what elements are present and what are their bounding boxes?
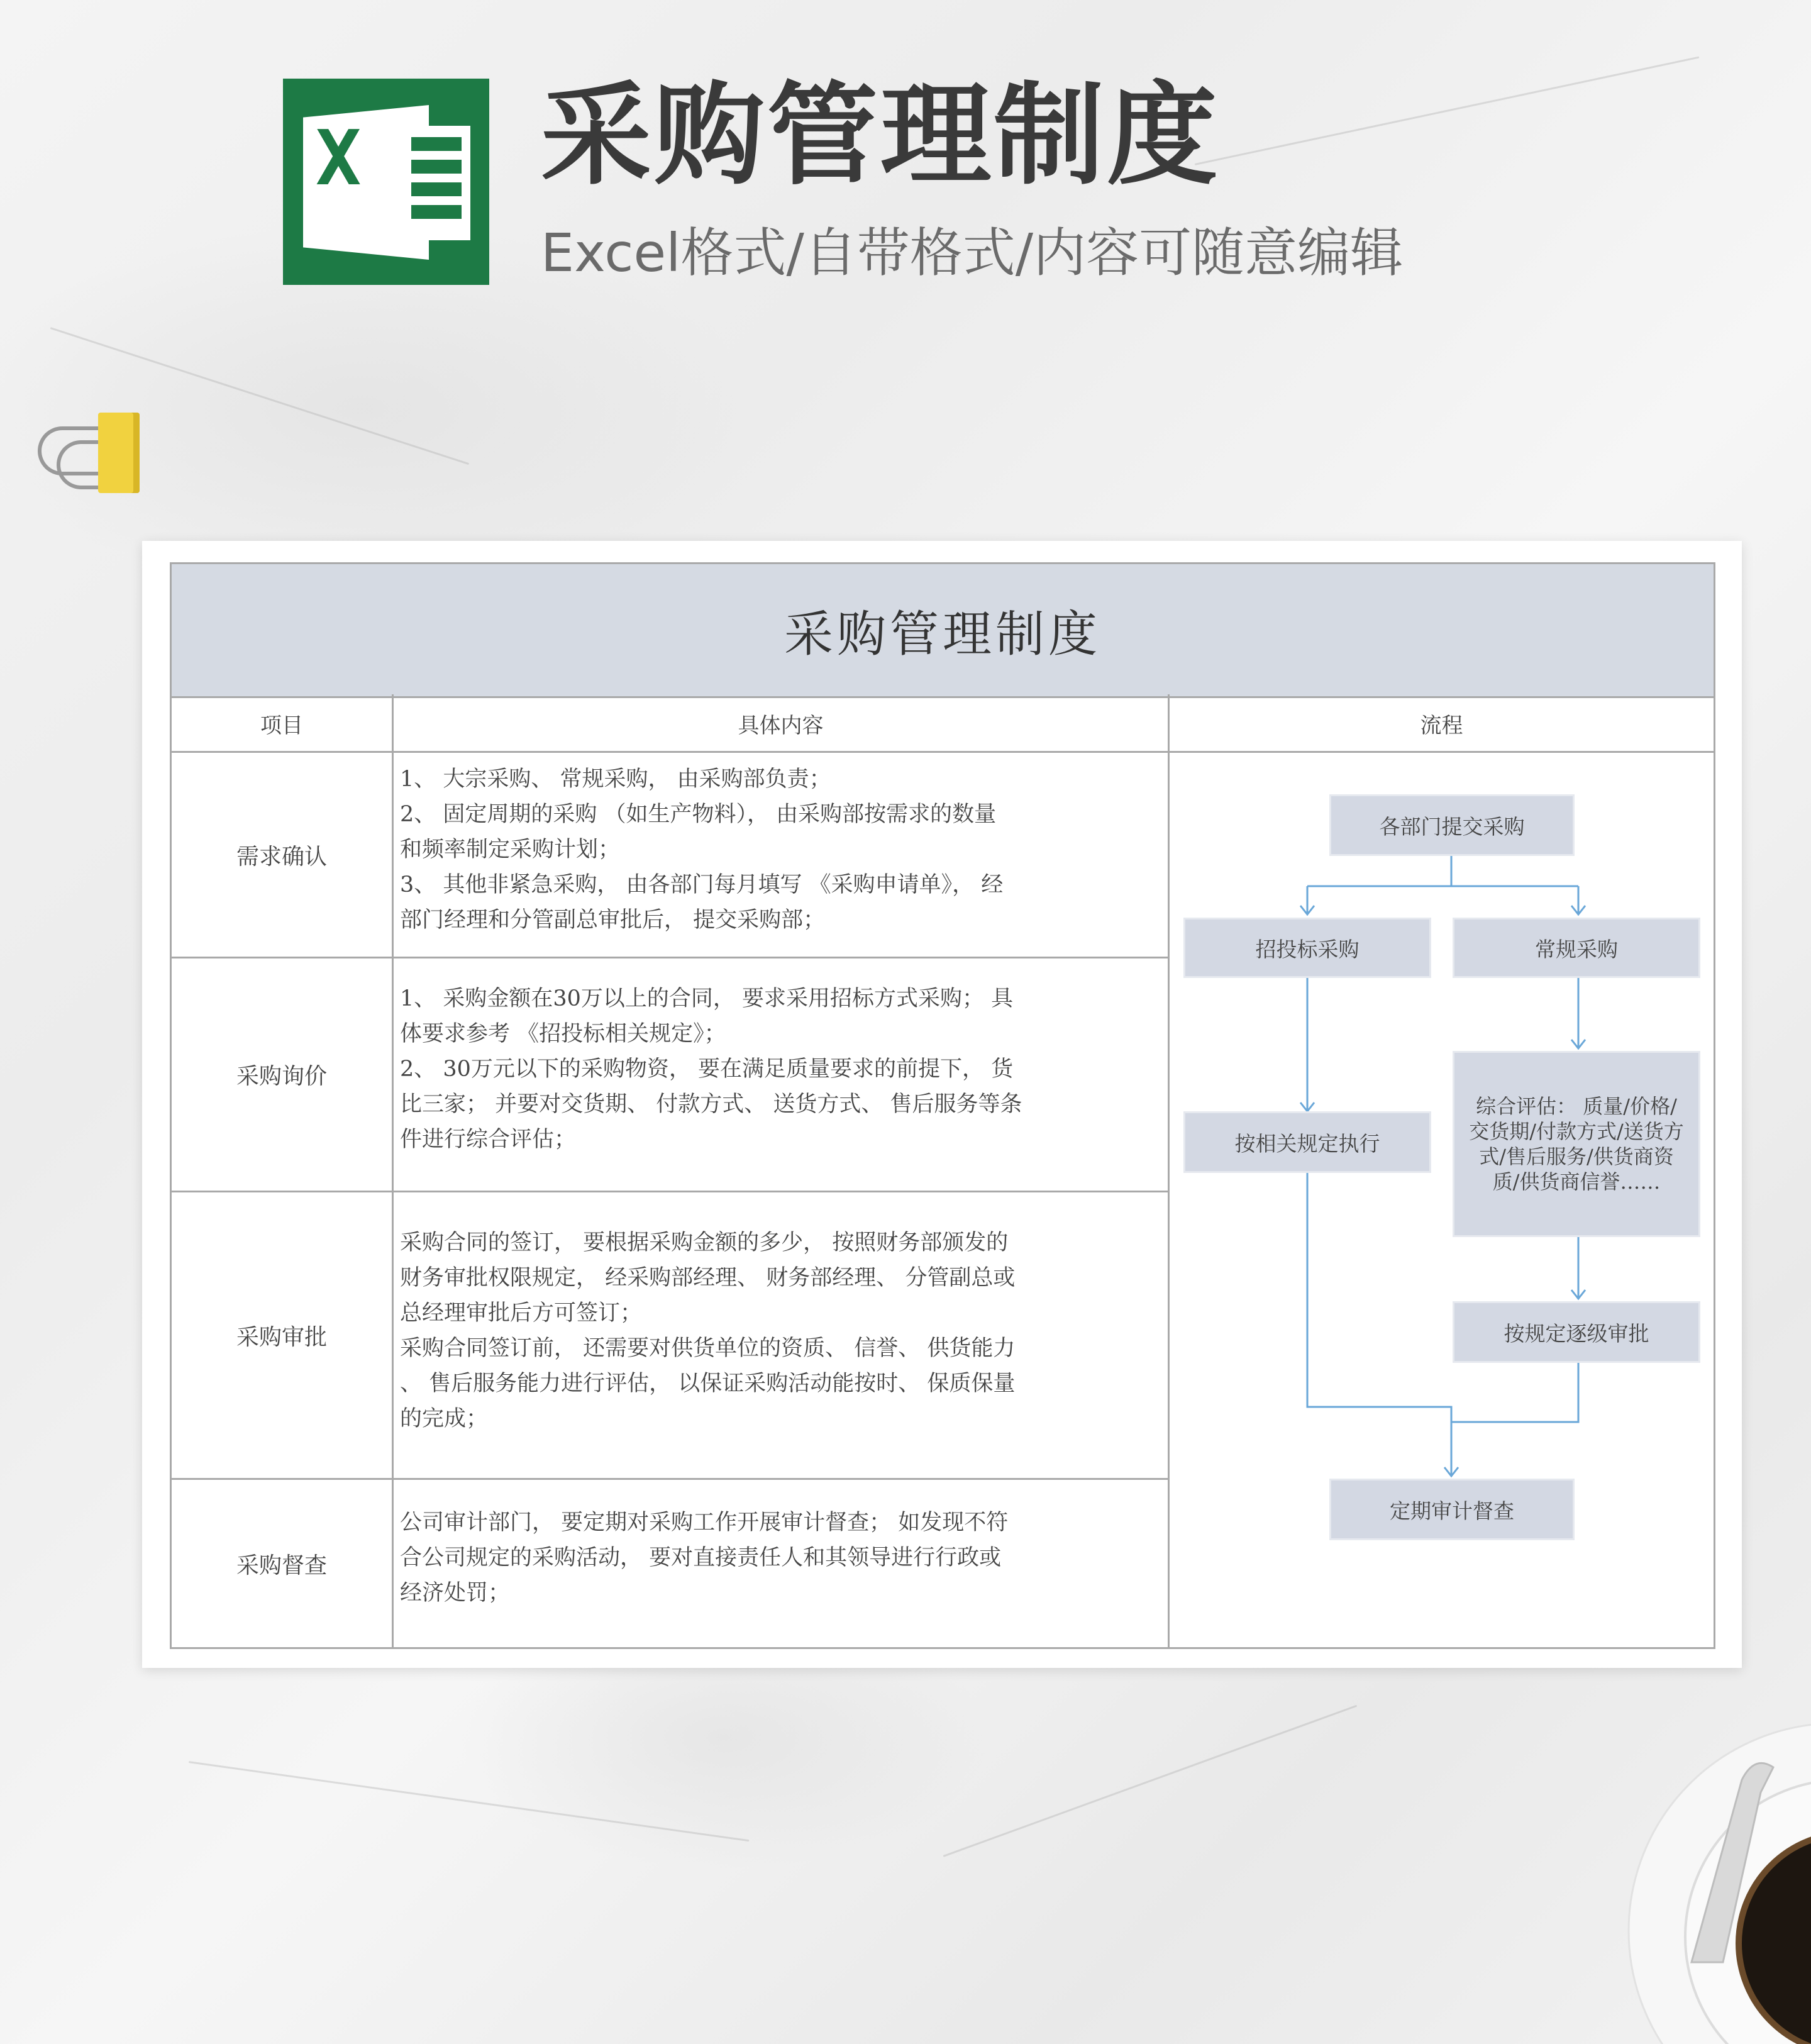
row-content-supervision	[394, 1480, 1168, 1647]
content-line: 经济处罚；	[400, 1580, 511, 1606]
row-content-demand	[394, 753, 1168, 957]
table-title: 采购管理制度	[172, 564, 1714, 698]
content-line: 3、 其他非紧急采购， 由各部门每月填写 《采购申请单》， 经	[400, 872, 1004, 897]
column-header-content: 具体内容	[738, 713, 824, 738]
content-line: 和频率制定采购计划；	[400, 837, 621, 862]
row-content-approval	[394, 1192, 1168, 1478]
content-line: 1、 采购金额在30万以上的合同， 要求采用招标方式采购； 具	[400, 986, 1014, 1011]
flow-step-audit: 定期审计督查	[1329, 1479, 1575, 1540]
marble-vein	[189, 1761, 750, 1841]
marble-vein	[1195, 57, 1700, 165]
content-line: 2、 30万元以下的采购物资， 要在满足质量要求的前提下， 货	[400, 1057, 1014, 1082]
content-line: 财务审批权限规定， 经采购部经理、 财务部经理、 分管副总或	[400, 1265, 1016, 1291]
row-item-approval: 采购审批	[236, 1324, 327, 1350]
flow-step-execute: 按相关规定执行	[1183, 1111, 1431, 1173]
content-line: 体要求参考 《招投标相关规定》；	[400, 1021, 726, 1047]
row-content-inquiry	[394, 958, 1168, 1191]
flow-step-approve: 按规定逐级审批	[1453, 1301, 1700, 1363]
content-line: 采购合同的签订， 要根据采购金额的多少， 按照财务部颁发的	[400, 1230, 1009, 1255]
page-title: 采购管理制度	[541, 71, 1221, 200]
column-header-item: 项目	[260, 713, 303, 738]
excel-logo-icon	[283, 79, 489, 285]
content-line: 1、 大宗采购、 常规采购， 由采购部负责；	[400, 767, 831, 792]
row-item-demand: 需求确认	[236, 843, 327, 870]
excel-logo-grid	[402, 126, 470, 240]
content-line: 公司审计部门， 要定期对采购工作开展审计督查； 如发现不符	[400, 1510, 1009, 1535]
content-line: 部门经理和分管副总审批后， 提交采购部；	[400, 908, 826, 933]
content-line: 比三家； 并要对交货期、 付款方式、 送货方式、 售后服务等条	[400, 1092, 1022, 1117]
row-item-inquiry: 采购询价	[236, 1064, 327, 1089]
coffee-cup-icon	[1610, 1667, 1811, 2044]
page-subtitle: Excel格式/自带格式/内容可随意编辑	[541, 222, 1404, 284]
marble-vein	[943, 1705, 1357, 1857]
excel-logo-letter: X	[316, 115, 362, 203]
content-line: 总经理审批后方可签订；	[400, 1301, 643, 1326]
content-line: 采购合同签订前， 还需要对供货单位的资质、 信誉、 供货能力	[400, 1336, 1016, 1361]
flow-step-evaluate: 综合评估： 质量/价格/交货期/付款方式/送货方式/售后服务/供货商资质/供货商信誉……	[1453, 1051, 1700, 1237]
content-line: 合公司规定的采购活动， 要对直接责任人和其领导进行行政或	[400, 1545, 1002, 1570]
flow-step-tender: 招投标采购	[1183, 918, 1431, 978]
row-item-supervision: 采购督查	[236, 1552, 327, 1579]
flow-step-regular: 常规采购	[1453, 918, 1700, 978]
column-header-flow: 流程	[1420, 713, 1463, 738]
content-line: 的完成；	[400, 1406, 489, 1431]
content-line: 件进行综合评估；	[400, 1127, 577, 1152]
content-line: 、 售后服务能力进行评估， 以保证采购活动能按时、 保质保量	[400, 1371, 1016, 1396]
spreadsheet-card	[142, 541, 1742, 1668]
flow-step-submit: 各部门提交采购	[1329, 794, 1575, 856]
content-line: 2、 固定周期的采购 （如生产物料）， 由采购部按需求的数量	[400, 802, 997, 827]
procurement-table	[170, 562, 1715, 1649]
process-flowchart	[1170, 753, 1714, 1647]
